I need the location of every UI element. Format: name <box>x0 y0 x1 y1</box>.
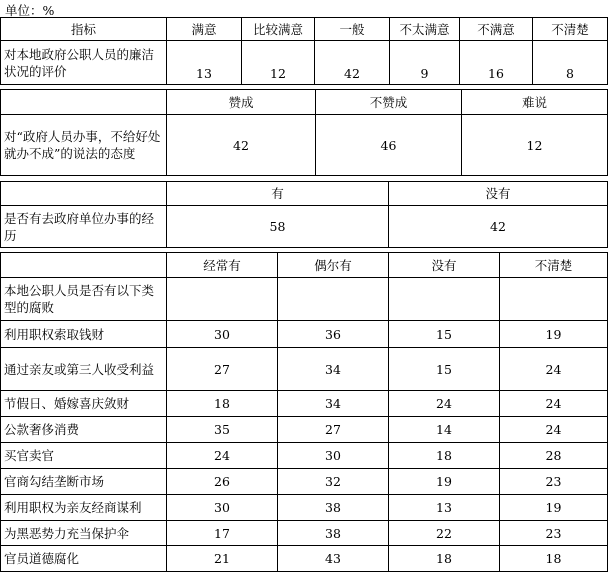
header-cell: 经常有 <box>167 253 278 278</box>
row-label: 利用职权为亲友经商谋利 <box>1 495 167 521</box>
value-cell: 26 <box>167 469 278 495</box>
corruption-types-table <box>0 252 608 572</box>
value-cell: 30 <box>278 443 389 469</box>
value-cell: 27 <box>278 417 389 443</box>
value-cell: 30 <box>167 495 278 521</box>
integrity-evaluation-table <box>0 17 608 85</box>
header-cell: 偶尔有 <box>278 253 389 278</box>
value-cell: 34 <box>278 391 389 417</box>
row-label: 是否有去政府单位办事的经历 <box>1 206 167 248</box>
value-cell: 30 <box>167 321 278 348</box>
table-row <box>1 348 608 391</box>
value-cell: 15 <box>389 321 500 348</box>
header-cell: 有 <box>167 182 389 206</box>
value-cell: 32 <box>278 469 389 495</box>
table-row <box>1 495 608 521</box>
row-label: 对本地政府公职人员的廉洁状况的评价 <box>1 41 167 85</box>
header-cell <box>1 90 167 115</box>
value-cell: 42 <box>167 115 316 176</box>
row-label: 公款奢侈消费 <box>1 417 167 443</box>
header-cell <box>1 253 167 278</box>
value-cell: 24 <box>389 391 500 417</box>
table-row <box>1 321 608 348</box>
value-cell: 8 <box>533 41 608 85</box>
value-cell: 23 <box>500 521 608 546</box>
header-cell: 一般 <box>315 18 390 41</box>
row-label: 官员道德腐化 <box>1 546 167 572</box>
value-cell: 36 <box>278 321 389 348</box>
table-row <box>1 417 608 443</box>
value-cell: 27 <box>167 348 278 391</box>
value-cell: 23 <box>500 469 608 495</box>
value-cell: 28 <box>500 443 608 469</box>
header-cell: 没有 <box>389 253 500 278</box>
header-cell: 不清楚 <box>533 18 608 41</box>
row-label: 节假日、婚嫁喜庆敛财 <box>1 391 167 417</box>
table-row <box>1 443 608 469</box>
row-label: 为黑恶势力充当保护伞 <box>1 521 167 546</box>
header-cell: 不赞成 <box>316 90 462 115</box>
experience-table <box>0 181 608 248</box>
value-cell: 24 <box>500 417 608 443</box>
header-cell: 不太满意 <box>390 18 460 41</box>
row-label: 对“政府人员办事，不给好处就办不成”的说法的态度 <box>1 115 167 176</box>
value-cell: 18 <box>389 546 500 572</box>
header-cell: 没有 <box>389 182 608 206</box>
value-cell: 24 <box>167 443 278 469</box>
value-cell: 35 <box>167 417 278 443</box>
value-cell: 22 <box>389 521 500 546</box>
table-row <box>1 521 608 546</box>
value-cell: 19 <box>389 469 500 495</box>
value-cell: 19 <box>500 495 608 521</box>
value-cell: 18 <box>167 391 278 417</box>
table-row <box>1 391 608 417</box>
value-cell: 12 <box>462 115 608 176</box>
value-cell <box>167 278 278 321</box>
value-cell: 42 <box>315 41 390 85</box>
header-cell: 难说 <box>462 90 608 115</box>
header-cell: 不满意 <box>460 18 533 41</box>
value-cell: 24 <box>500 391 608 417</box>
value-cell: 17 <box>167 521 278 546</box>
value-cell: 18 <box>389 443 500 469</box>
value-cell <box>278 278 389 321</box>
value-cell: 58 <box>167 206 389 248</box>
unit-label: 单位：% <box>5 3 55 18</box>
value-cell: 34 <box>278 348 389 391</box>
header-cell: 满意 <box>167 18 242 41</box>
value-cell: 12 <box>242 41 315 85</box>
attitude-table <box>0 89 608 176</box>
header-cell <box>1 182 167 206</box>
value-cell <box>389 278 500 321</box>
value-cell: 16 <box>460 41 533 85</box>
row-label: 买官卖官 <box>1 443 167 469</box>
value-cell: 21 <box>167 546 278 572</box>
row-label: 通过亲友或第三人收受利益 <box>1 348 167 391</box>
row-label: 官商勾结垄断市场 <box>1 469 167 495</box>
value-cell: 38 <box>278 495 389 521</box>
table-row <box>1 546 608 572</box>
value-cell: 24 <box>500 348 608 391</box>
row-label: 本地公职人员是否有以下类型的腐败 <box>1 278 167 321</box>
value-cell: 42 <box>389 206 608 248</box>
header-cell: 不清楚 <box>500 253 608 278</box>
table-row <box>1 469 608 495</box>
value-cell <box>500 278 608 321</box>
header-cell: 比较满意 <box>242 18 315 41</box>
value-cell: 13 <box>389 495 500 521</box>
value-cell: 43 <box>278 546 389 572</box>
value-cell: 9 <box>390 41 460 85</box>
value-cell: 18 <box>500 546 608 572</box>
value-cell: 14 <box>389 417 500 443</box>
header-cell: 指标 <box>1 18 167 41</box>
header-cell: 赞成 <box>167 90 316 115</box>
value-cell: 46 <box>316 115 462 176</box>
value-cell: 13 <box>167 41 242 85</box>
value-cell: 38 <box>278 521 389 546</box>
row-label: 利用职权索取钱财 <box>1 321 167 348</box>
value-cell: 15 <box>389 348 500 391</box>
value-cell: 19 <box>500 321 608 348</box>
